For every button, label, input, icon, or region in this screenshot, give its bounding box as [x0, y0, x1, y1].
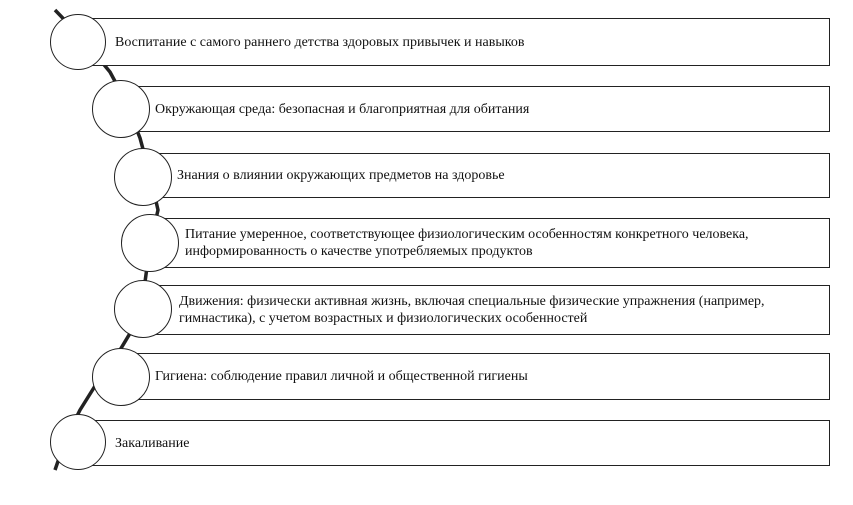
step-label-3: Знания о влиянии окружающих предметов на здоровье [177, 168, 505, 183]
step-label-6: Гигиена: соблюдение правил личной и общественной гигиены [155, 369, 528, 384]
step-box-7 [78, 420, 830, 466]
step-box-3 [140, 153, 830, 198]
step-node-7 [50, 414, 106, 470]
step-box-1 [78, 18, 830, 66]
step-node-6 [92, 348, 150, 406]
step-label-5: Движения: физически активная жизнь, включая специальные физические упражнения (например, гимнастика), с учетом возрастных и физиологических особенностей [179, 294, 765, 326]
step-box-2 [118, 86, 830, 132]
step-label-4: Питание умеренное, соответствующее физиологическим особенностям конкретного человека, информированность о качестве употребляемых продуктов [185, 227, 749, 259]
step-label-2: Окружающая среда: безопасная и благоприятная для обитания [155, 101, 530, 117]
step-node-3 [114, 148, 172, 206]
step-node-1 [50, 14, 106, 70]
step-node-4 [121, 214, 179, 272]
step-box-4 [150, 218, 830, 268]
step-label-7: Закаливание [115, 435, 190, 451]
step-box-5 [144, 285, 830, 335]
step-label-1: Воспитание с самого раннего детства здоровых привычек и навыков [115, 34, 525, 50]
step-node-5 [114, 280, 172, 338]
step-box-6 [118, 353, 830, 400]
step-node-2 [92, 80, 150, 138]
